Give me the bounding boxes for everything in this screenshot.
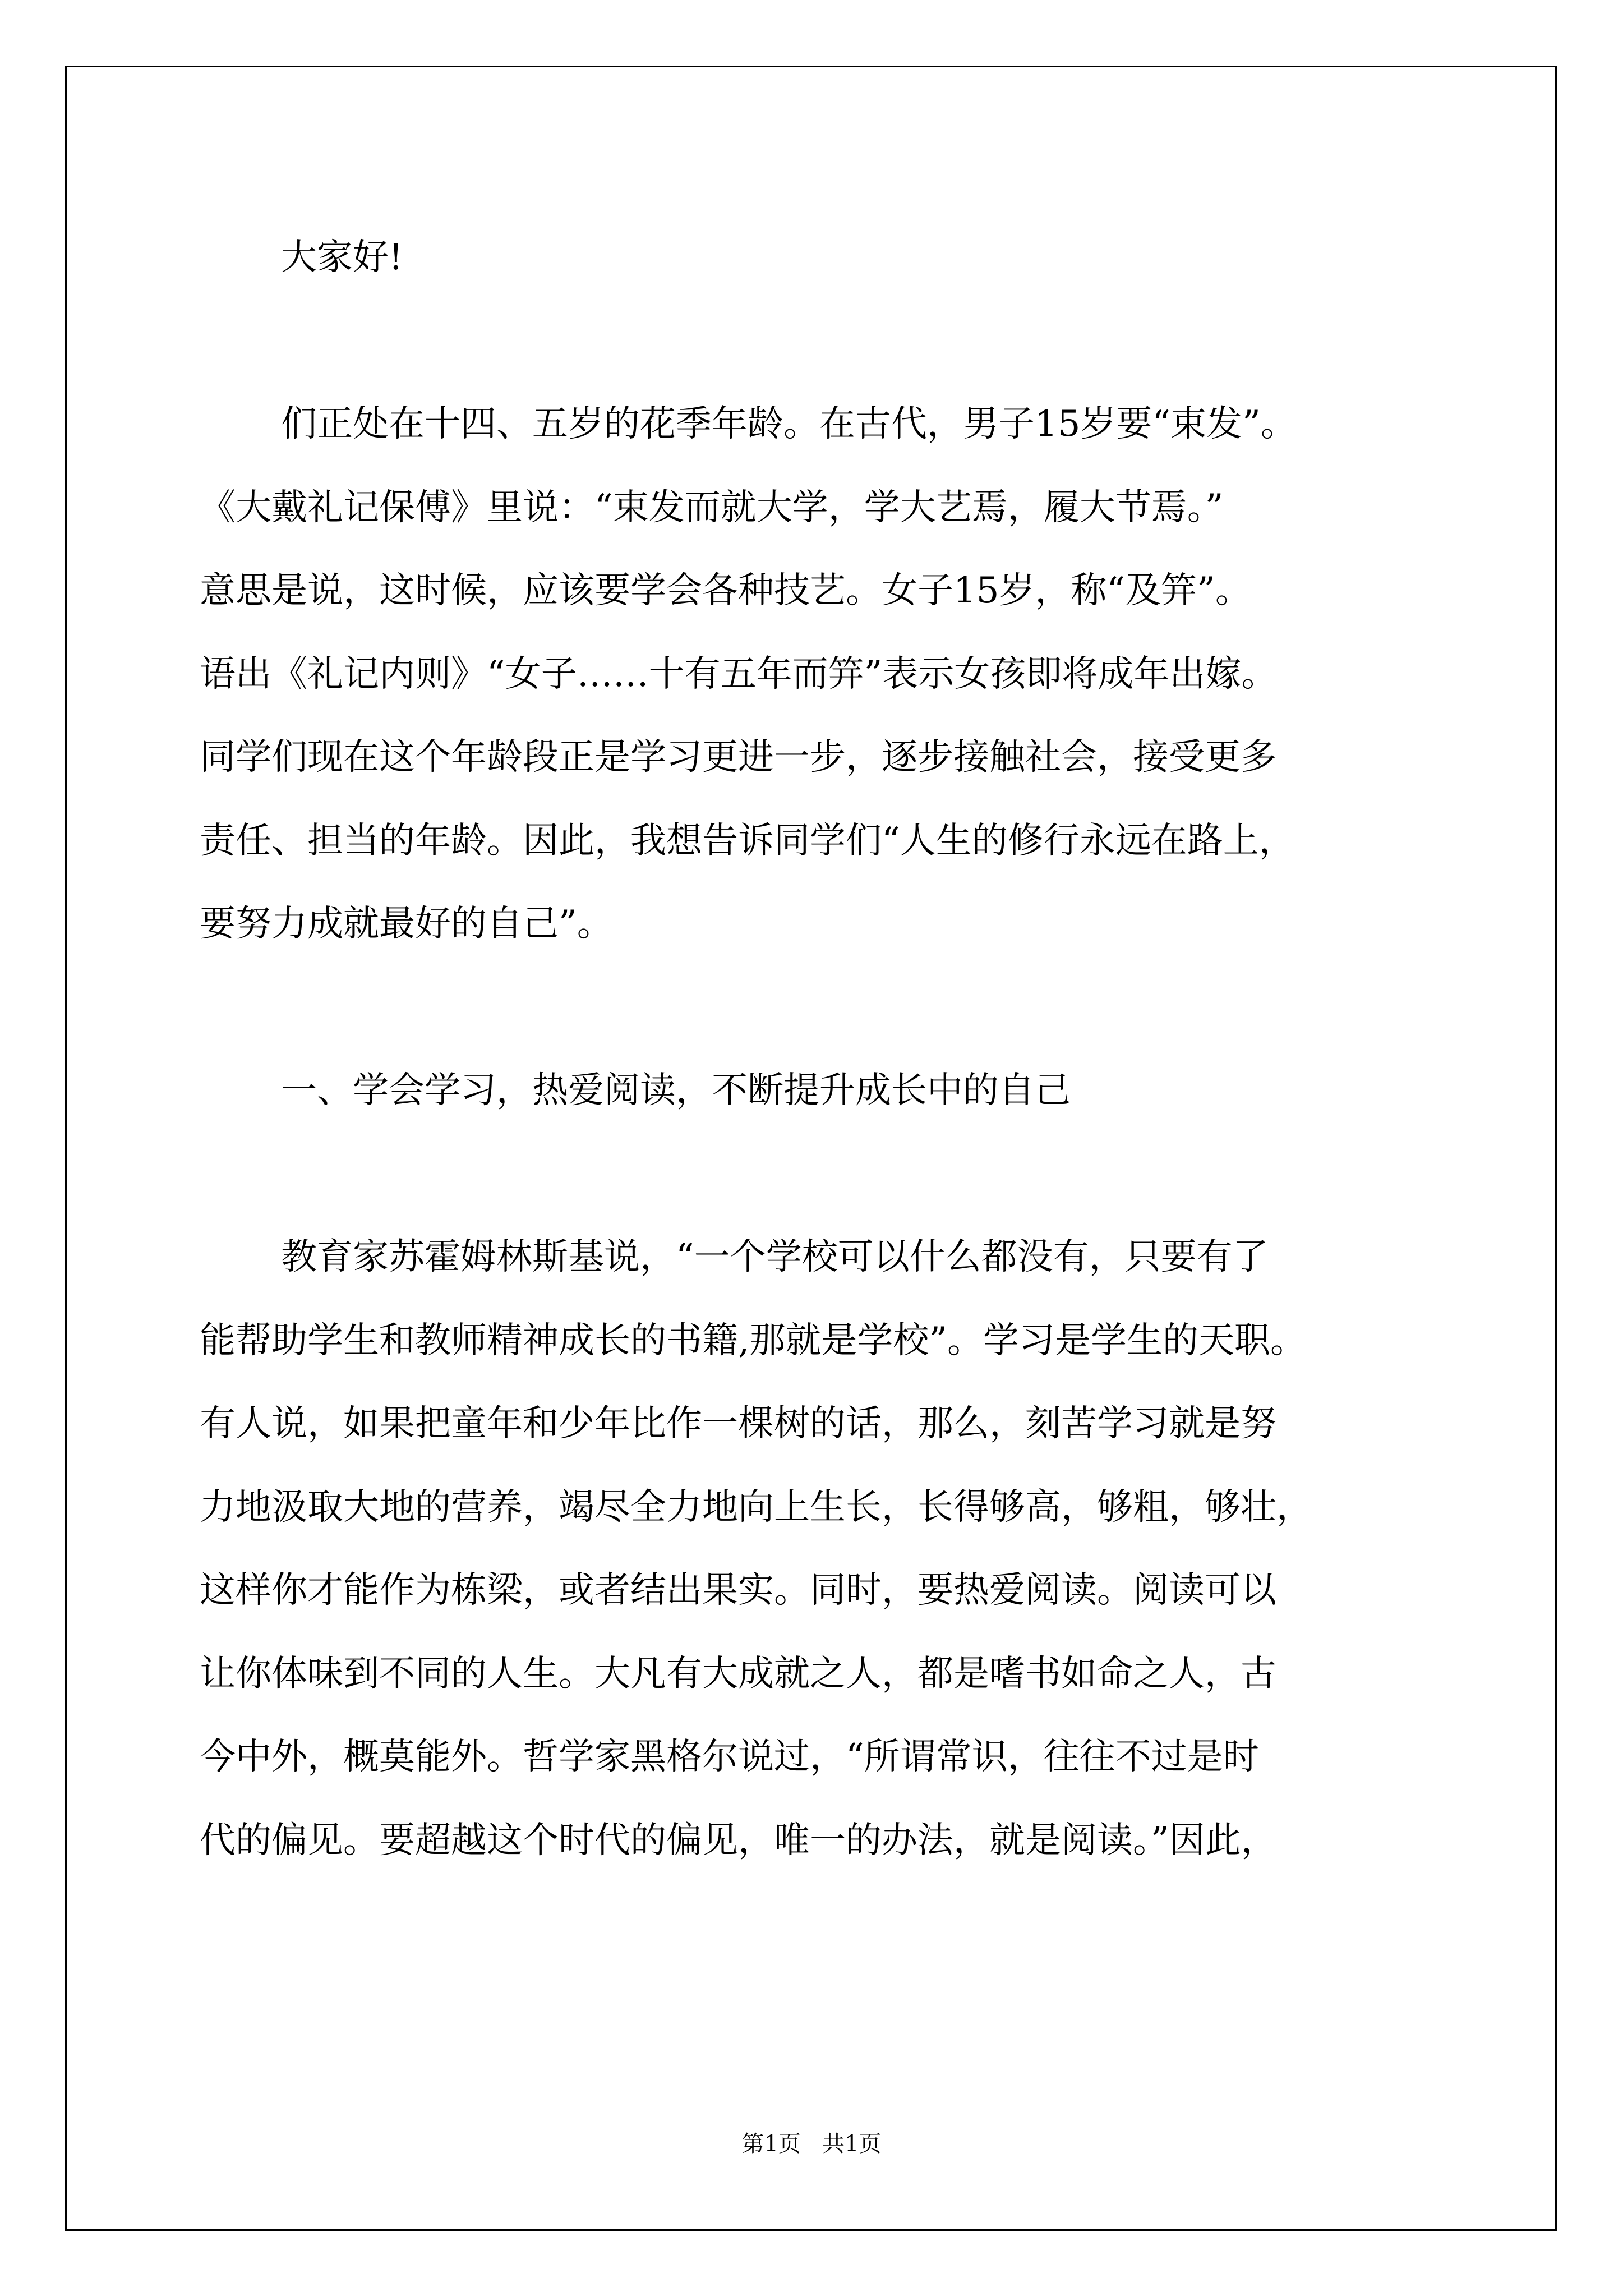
text-line: 大家好! — [281, 237, 403, 278]
document-body — [200, 216, 1512, 1882]
text-line: 能帮助学生和教师精神成长的书籍,那就是学校”。学习是学生的天职。 — [200, 1319, 1307, 1361]
paragraph-gap — [200, 966, 1512, 1050]
text-line: 力地汲取大地的营养，竭尽全力地向上生长，长得够高，够粗，够壮， — [200, 1486, 1312, 1528]
text-line: 同学们现在这个年龄段正是学习更进一步，逐步接触社会，接受更多 — [200, 737, 1276, 778]
text-line: 意思是说，这时候，应该要学会各种技艺。女子15岁，称“及笄”。 — [200, 570, 1251, 611]
text-line: 《大戴礼记保傅》里说：“束发而就大学，学大艺焉，履大节焉。” — [200, 486, 1224, 528]
text-line: 代的偏见。要超越这个时代的偏见，唯一的办法，就是阅读。”因此， — [200, 1819, 1277, 1861]
text-line: 责任、担当的年龄。因此，我想告诉同学们“人生的修行永远在路上， — [200, 820, 1295, 862]
text-line: 教育家苏霍姆林斯基说，“一个学校可以什么都没有，只要有了 — [281, 1236, 1269, 1278]
text-line: 让你体味到不同的人生。大凡有大成就之人，都是嗜书如命之人，古 — [200, 1653, 1276, 1695]
paragraph-gap — [200, 300, 1512, 383]
text-line: 有人说，如果把童年和少年比作一棵树的话，那么，刻苦学习就是努 — [200, 1403, 1276, 1444]
text-line: 这样你才能作为栋梁，或者结出果实。同时，要热爱阅读。阅读可以 — [200, 1570, 1276, 1611]
text-line: 要努力成就最好的自己”。 — [200, 903, 613, 945]
text-line: 今中外，概莫能外。哲学家黑格尔说过，“所谓常识，往往不过是时 — [200, 1736, 1259, 1778]
page-footer: 第1页 共1页 — [741, 2131, 882, 2157]
text-line: 们正处在十四、五岁的花季年龄。在古代，男子15岁要“束发”。 — [281, 403, 1297, 445]
text-line: 语出《礼记内则》“女子……十有五年而笄”表示女孩即将成年出嫁。 — [200, 653, 1278, 695]
paragraph-gap — [200, 1133, 1512, 1216]
section-heading: 一、学会学习，热爱阅读，不断提升成长中的自己 — [281, 1070, 1071, 1111]
